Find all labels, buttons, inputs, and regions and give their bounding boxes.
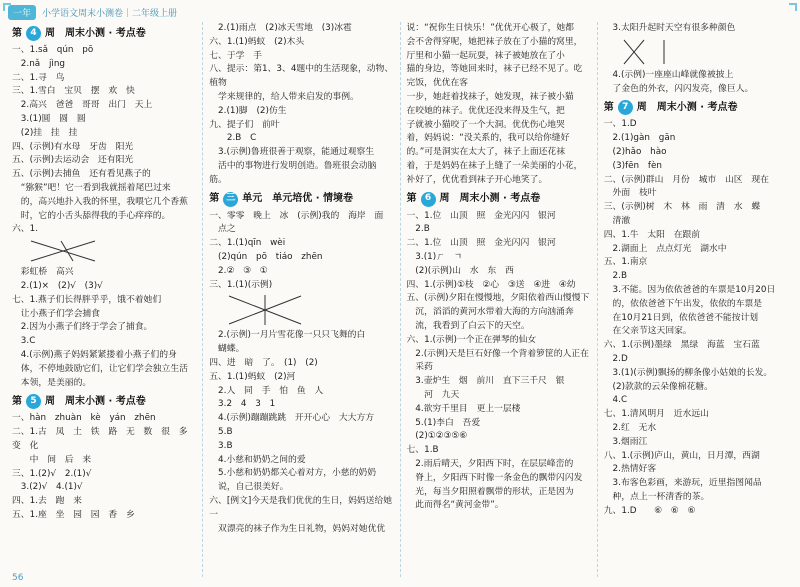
section-prefix: 第 — [406, 193, 417, 205]
answer-line: 九、提子们 前叶 — [209, 119, 280, 130]
answer-group — [209, 210, 393, 293]
answer-line: 六、1.(示例)墨绿 黑绿 海蓝 宝石蓝 — [603, 340, 760, 351]
answer-line: 蝴蝶。 — [209, 344, 245, 355]
unit-number-badge: 三 — [223, 192, 238, 207]
section-title: 周 周末小测 · 考点卷 — [45, 395, 146, 407]
answer-group — [12, 412, 196, 522]
section-title: 周 周末小测 · 考点卷 — [45, 27, 146, 39]
answer-group — [209, 22, 393, 188]
answer-line: 在10月21日到，依依爸爸不能按计划 — [603, 312, 759, 323]
section-prefix: 第 — [12, 395, 22, 407]
answer-line: 2.(1)× (2)√ (3)√ — [12, 280, 103, 291]
page-footer — [12, 573, 23, 583]
section-title: 单元 单元培优 · 情境卷 — [242, 193, 354, 205]
section-prefix: 第 — [603, 101, 614, 113]
answer-line: 3.(2)√ 4.(1)√ — [12, 482, 83, 493]
answer-line: 5.B — [209, 426, 233, 437]
answer-line: 六、1.(示例)一个正在弹琴的仙女 — [406, 334, 537, 345]
section-prefix: 第 — [209, 193, 220, 205]
answer-line: 3.不能。因为依依爸爸的车票是10月20日 — [603, 284, 776, 295]
answer-line: 流，我看到了白云下的天空。 — [406, 320, 530, 331]
answer-line: 2.湖面上 点点灯光 湖水中 — [603, 243, 727, 254]
answer-line: (2)qún pō tiáo zhēn — [209, 251, 323, 262]
answer-line: 九、1.D ⑥ ⑥ ⑥ — [603, 505, 696, 516]
answer-line: 2.B C — [209, 133, 257, 144]
answer-line: 4.(示例)燕子妈妈紧紧搂着小燕子们的身 — [12, 349, 177, 360]
answer-line: (3)fēn fèn — [603, 160, 662, 171]
answer-line: (2)hǎo hào — [603, 146, 667, 157]
answer-line: 彩虹桥 高兴 — [12, 267, 74, 278]
answer-line: 沉，滔滔的黄河水带着大海的方向汹涌奔 — [406, 307, 574, 318]
radial-line — [229, 310, 265, 324]
answer-line: 3.(1)(示例)飘扬的柳条像小姑娘的长发。 — [603, 367, 773, 378]
answer-line: 六、1. — [12, 224, 38, 235]
answer-line: 三、1.(2)√ 2.(1)√ — [12, 468, 92, 479]
answer-line: 5.(1)李白 吾爱 — [406, 417, 481, 428]
answer-line: 五、1.南京 — [603, 257, 648, 268]
answer-line: 2.高兴 爸爸 哥哥 出门 天上 — [12, 100, 153, 111]
answer-line: 4.C — [603, 395, 628, 406]
answer-line: 七、1.燕子们长得胖乎乎，饿不着她们 — [12, 294, 162, 305]
answer-line: 2.因为小燕子们终于学会了捕食。 — [12, 322, 153, 333]
answer-line: 六、1.(1)蚂蚁 (2)木头 — [209, 36, 305, 47]
answer-line: 学来规律的，给人带来启发的事例。 — [209, 91, 359, 102]
answer-line: (2)挂 挂 挂 — [12, 127, 78, 138]
answer-group — [407, 210, 591, 514]
answer-line: 说：“祝你生日快乐！”优优开心极了，她都 — [406, 23, 574, 33]
answer-line: 中 间 后 来 — [12, 454, 92, 465]
answer-group — [604, 69, 788, 97]
answer-line: 2.B — [406, 224, 430, 235]
answer-line: 四、1.牛 太阳 在跟前 — [603, 229, 701, 240]
column-1 — [6, 22, 203, 577]
answer-line: 脊上，夕阳西下时像一条金色的飘带闪闪发 — [406, 472, 583, 483]
section-prefix: 第 — [12, 27, 22, 39]
answer-line: (2)(示例)山 水 东 西 — [406, 265, 514, 276]
answer-line: 一、1.sǎ qún pō — [12, 45, 94, 55]
answer-line: 2.(1)脚 (2)仿生 — [209, 105, 287, 116]
answer-line: 的，高兴地扑入我的怀里，我喂它几个香蕉 — [12, 196, 188, 207]
answer-line: 的。”可是洞实在太大了，袜子上面还花袜 — [406, 147, 566, 158]
answer-line: 3.烟雨江 — [603, 436, 648, 447]
section-heading-unit3 — [209, 192, 393, 207]
answer-line: 会不舍得穿呢，她把袜子放在了小猫的窝里， — [406, 36, 583, 47]
answer-line: 五、(示例)去捕鱼 还有看见燕子的 — [12, 169, 151, 180]
section-heading-week5 — [12, 394, 196, 409]
answer-line: 2.(示例)天是巨石好像一个背着箩筐的人正在 — [406, 348, 589, 359]
page-header — [8, 3, 177, 21]
matching-lines-figure — [620, 37, 670, 67]
answer-line: 了金色的外衣，闪闪发亮，像巨人。 — [603, 83, 754, 94]
answer-line: 点之 — [209, 224, 236, 235]
page-number: 56 — [12, 573, 24, 583]
answer-line: 2.② ③ ① — [209, 265, 268, 276]
answer-line: 八、提示：第1、3、4题中的生活现象，动物、植物 — [209, 64, 394, 89]
answer-line: 七、1.B — [406, 445, 439, 456]
answer-line: 光，每当夕阳照着飘带的形状，正是因为 — [406, 486, 574, 497]
answer-line: 3.太阳升起时天空有很多种颜色 — [603, 23, 736, 33]
answer-group — [209, 329, 393, 536]
radial-line — [265, 296, 301, 310]
answer-line: 五、(示例)去运动会 还有阳光 — [12, 155, 134, 166]
answer-line: 的，依依爸爸下午出发，依依的车票是 — [603, 298, 763, 309]
answer-line: 河 九天 — [406, 389, 460, 400]
answer-line: 清澈 — [603, 215, 631, 226]
section-heading-week7 — [604, 100, 788, 115]
answer-line: 五、1.座 坐 园 园 香 乡 — [12, 509, 135, 520]
answer-line: 在咬她的袜子。优优还没来得及生气，把 — [406, 105, 565, 116]
answer-line: 3.(1)圆 圆 圆 — [12, 113, 86, 124]
week-number-badge: 5 — [26, 394, 41, 409]
answer-line: 六、[例文]今天是我们优优的生日，妈妈送给她一 — [209, 495, 393, 520]
answer-line: 厅里和小猫一起玩耍，袜子被她放在了小 — [406, 50, 565, 61]
answer-line: 2.(示例)一月片雪花像一只只飞舞的白 — [209, 330, 366, 341]
answer-line: 5.小慈和奶奶都关心着对方，小慈的奶奶 — [209, 468, 376, 479]
answer-line: 四、进 暗 了。 (1) (2) — [209, 357, 318, 368]
answer-line: 补好了，优优看到袜子开心地笑了。 — [406, 174, 548, 185]
answer-line: 3.布客色彩画，来游玩，近里指图闻品 — [603, 478, 762, 489]
radial-line — [229, 296, 265, 310]
answer-line: 二、1.寻 鸟 — [12, 72, 65, 83]
answer-columns — [6, 22, 794, 577]
answer-line: 双漂亮的袜子作为生日礼物，妈妈对她优优 — [209, 523, 386, 534]
answer-line: 四、1.(示例)①枝 ②心 ③送 ④进 ④幼 — [406, 279, 576, 290]
answer-line: 3.B — [209, 440, 233, 451]
section-heading-week6 — [407, 192, 591, 207]
section-title: 周 周末小测 · 考点卷 — [439, 193, 541, 205]
answer-line: “猕猴”吧！它一看到我就摇着尾巴过来 — [12, 182, 171, 193]
answer-line: 三、1.(1)(示例) — [209, 279, 273, 290]
answer-line: 三、(示例)树 木 林 雨 清 水 蝶 — [603, 202, 761, 213]
answer-line: 一、hàn zhuàn kè yán zhēn — [12, 413, 156, 424]
answer-line: 二、1.古 凤 土 铁 路 无 数 很 多 变 化 — [12, 427, 197, 451]
column-3 — [401, 22, 598, 577]
week-number-badge: 6 — [421, 192, 436, 207]
answer-line: 在父亲节这天回家。 — [603, 326, 692, 337]
answer-group — [604, 118, 788, 518]
answer-line: 2.红 无水 — [603, 422, 657, 433]
matching-lines-figure — [28, 238, 98, 264]
answer-line: 一、1.D — [603, 119, 637, 130]
answer-line: 此而得名“黄河金带”。 — [406, 500, 504, 511]
radial-line — [265, 310, 301, 324]
column-2 — [203, 22, 400, 577]
answer-group — [12, 266, 196, 390]
answer-group — [604, 22, 788, 36]
corner-mark — [789, 3, 797, 11]
answer-line: 4.(示例)一座座山峰就像被披上 — [603, 69, 734, 80]
answer-line: 二、(示例)群山 月份 城市 山区 现在 — [603, 174, 769, 185]
answer-line: 本领，是美丽的。 — [12, 377, 92, 388]
answer-line: 四、1.去 跑 来 — [12, 496, 82, 507]
answer-line: 一、1.位 山顶 照 金光闪闪 银河 — [406, 210, 556, 221]
section-heading-week4 — [12, 26, 196, 41]
answer-line: 外面 枝叶 — [603, 188, 657, 199]
answer-line: 2.雨后晴天，夕阳西下时，在层层峰峦的 — [406, 458, 574, 469]
answer-line: 3.C — [12, 336, 36, 347]
answer-line: 4.(示例)蹦蹦跳跳 开开心心 大大方方 — [209, 413, 375, 424]
answer-group — [407, 22, 591, 188]
answer-line: 采药 — [406, 362, 433, 373]
answer-line: 七、于学 手 — [209, 50, 263, 61]
answer-line: 时，它的小舌头舔得我的手心痒痒的。 — [12, 210, 171, 221]
answer-line: 4.小慈和奶奶之间的爱 — [209, 454, 306, 465]
answer-line: 三、1.雪白 宝贝 摆 欢 快 — [12, 86, 135, 97]
week-number-badge: 4 — [26, 26, 41, 41]
answer-line: 2.nǎ jìng — [12, 58, 66, 69]
series-title: 小学语文周末小测卷｜二年级上册 — [42, 8, 178, 19]
answer-line: 二、1.位 山顶 照 金光闪闪 银河 — [406, 238, 556, 249]
answer-line: 2.B — [603, 271, 627, 282]
answer-group — [12, 44, 196, 237]
answer-line: (2)①②③⑤⑥ — [406, 431, 468, 442]
answer-line: (2)款款的云朵像棉花糖。 — [603, 381, 713, 392]
star-lines-figure — [225, 293, 305, 327]
answer-line: 2.(1)雨点 (2)冰天雪地 (3)冰雹 — [209, 23, 352, 33]
answer-line: 子就被小猫咬了一个大洞。优优伤心地哭 — [406, 119, 565, 130]
column-4 — [598, 22, 794, 577]
answer-line: 着，于是妈妈在袜子上缝了一朵美丽的小花， — [406, 160, 583, 171]
grade-badge: 一年 — [8, 5, 36, 20]
answer-line: 3.壶炉生 烟 前川 直下三千尺 银 — [406, 376, 565, 387]
answer-line: 七、1.清风明月 近水远山 — [603, 409, 709, 420]
answer-line: 着，妈妈说：“没关系的，我可以给你缝好 — [406, 133, 570, 144]
answer-line: 五、(示例)夕阳在慢慢地，夕阳依着西山慢慢下 — [406, 293, 590, 304]
answer-line: 2.D — [603, 353, 628, 364]
section-title: 周 周末小测 · 考点卷 — [636, 101, 738, 113]
answer-line: 八、1.(示例)庐山，黄山，日月潭，西湖 — [603, 450, 760, 461]
answer-line: 活中的事物进行发明创造。鲁班很会动脑筋。 — [209, 160, 377, 185]
answer-line: 五、1.(1)蚂蚁 (2)河 — [209, 371, 296, 382]
answer-line: 让小燕子们学会捕食 — [12, 308, 100, 319]
answer-line: 猫的身边，等她回来时，袜子已经不见了。吃完饭，优优在客 — [406, 64, 583, 89]
answer-line: 四、(示例)有水母 牙齿 阳光 — [12, 141, 134, 152]
answer-line: 一步，她赶着找袜子，她发现，袜子被小猫 — [406, 91, 574, 102]
answer-line: 3.2 4 3 1 — [209, 399, 276, 410]
answer-line: 2.热情好客 — [603, 464, 657, 475]
answer-line: 2.人 同 手 怕 鱼 人 — [209, 385, 324, 396]
answer-line: 3.(1)ㄏ ㄱ — [406, 251, 463, 262]
answer-line: 说，自己很美好。 — [209, 482, 289, 493]
answer-line: 4.欲穷千里目 更上一层楼 — [406, 403, 521, 414]
answer-line: 2.(1)gàn gān — [603, 133, 676, 144]
answer-line: 体，不停地鼓励它们，让它们学会独立生活 — [12, 363, 188, 374]
answer-line: 一、零零 晚上 冰 (示例)我的 海岸 面 — [209, 210, 384, 221]
week-number-badge: 7 — [618, 100, 633, 115]
answer-line: 3.(示例)鲁班很善于观察，能通过观察生 — [209, 147, 375, 158]
answer-line: 二、1.(1)qīn wèi — [209, 238, 286, 249]
answer-line: 种，点上一杯清香的茶。 — [603, 491, 710, 502]
